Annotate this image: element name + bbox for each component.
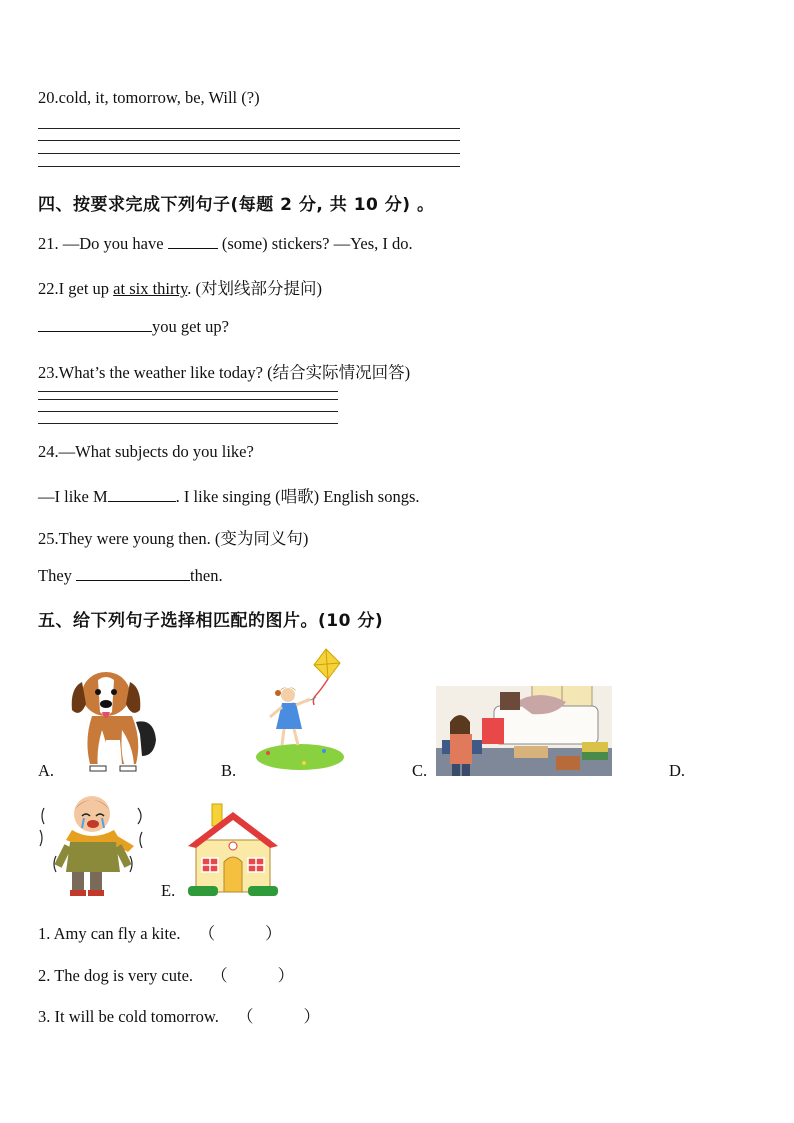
answer-line xyxy=(38,399,338,400)
q25-blank[interactable] xyxy=(76,566,190,581)
matching-item xyxy=(38,1003,320,1027)
q22-underlined: at six thirty xyxy=(113,279,188,298)
question-21 xyxy=(38,234,413,254)
q21-blank[interactable] xyxy=(168,234,218,249)
q21-text-before: 21. —Do you have xyxy=(38,234,168,253)
question-25-answer xyxy=(38,566,223,586)
q22-text-after: . (对划线部分提问) xyxy=(187,279,322,298)
answer-line xyxy=(38,411,338,412)
option-b-label: B. xyxy=(221,761,237,780)
matching-item-text: 3. It will be cold tomorrow. xyxy=(38,1007,219,1026)
q22-text-before: 22.I get up xyxy=(38,279,114,298)
answer-paren-close: ） xyxy=(303,1007,320,1026)
question-22-answer xyxy=(38,317,229,337)
q21-text-after: (some) stickers? —Yes, I do. xyxy=(217,234,413,253)
section-5-heading: 五、给下列句子选择相匹配的图片。(10 分) xyxy=(38,611,384,631)
question-24: 24.—What subjects do you like? xyxy=(38,442,254,461)
question-25: 25.They were young then. (变为同义句) xyxy=(38,529,309,548)
option-d-label: D. xyxy=(669,761,686,780)
q24-answer-before: —I like M xyxy=(38,487,108,506)
house-picture xyxy=(186,800,280,896)
answer-paren-open: （ xyxy=(236,1007,254,1026)
matching-item-text: 2. The dog is very cute. xyxy=(38,966,194,985)
cold-boy-picture xyxy=(38,790,148,896)
question-24-answer xyxy=(38,483,420,507)
answer-paren-close: ） xyxy=(277,966,295,985)
question-20: 20.cold, it, tomorrow, be, Will (?) xyxy=(38,88,260,107)
question-23: 23.What’s the weather like today? (结合实际情况回答) xyxy=(38,363,411,382)
q25-answer-after: then. xyxy=(190,566,223,585)
answer-line xyxy=(38,140,460,141)
q22-blank[interactable] xyxy=(38,317,152,332)
dog-picture xyxy=(62,660,160,775)
answer-paren-close: ） xyxy=(265,924,282,943)
answer-line xyxy=(38,391,338,392)
q24-answer-after: . I like singing (唱歌) English songs. xyxy=(175,487,420,506)
q25-answer-before: They xyxy=(38,566,77,585)
section-4-heading: 四、按要求完成下列句子(每题 2 分, 共 10 分) 。 xyxy=(38,195,435,215)
q24-blank[interactable] xyxy=(108,487,176,502)
answer-line xyxy=(38,423,338,424)
option-a-label: A. xyxy=(38,761,55,780)
matching-item xyxy=(38,920,282,944)
option-e-label: E. xyxy=(161,881,176,900)
question-22 xyxy=(38,275,322,299)
matching-item xyxy=(38,962,294,986)
option-c-label: C. xyxy=(412,761,428,780)
matching-item-text: 1. Amy can fly a kite. xyxy=(38,924,181,943)
answer-line xyxy=(38,166,460,167)
kite-picture xyxy=(254,645,350,773)
answer-line xyxy=(38,128,460,129)
q22-answer-text: you get up? xyxy=(152,317,229,336)
answer-line xyxy=(38,153,460,154)
messy-room-picture xyxy=(436,686,612,776)
answer-paren-open: （ xyxy=(211,966,228,985)
answer-paren-open: （ xyxy=(198,924,216,943)
